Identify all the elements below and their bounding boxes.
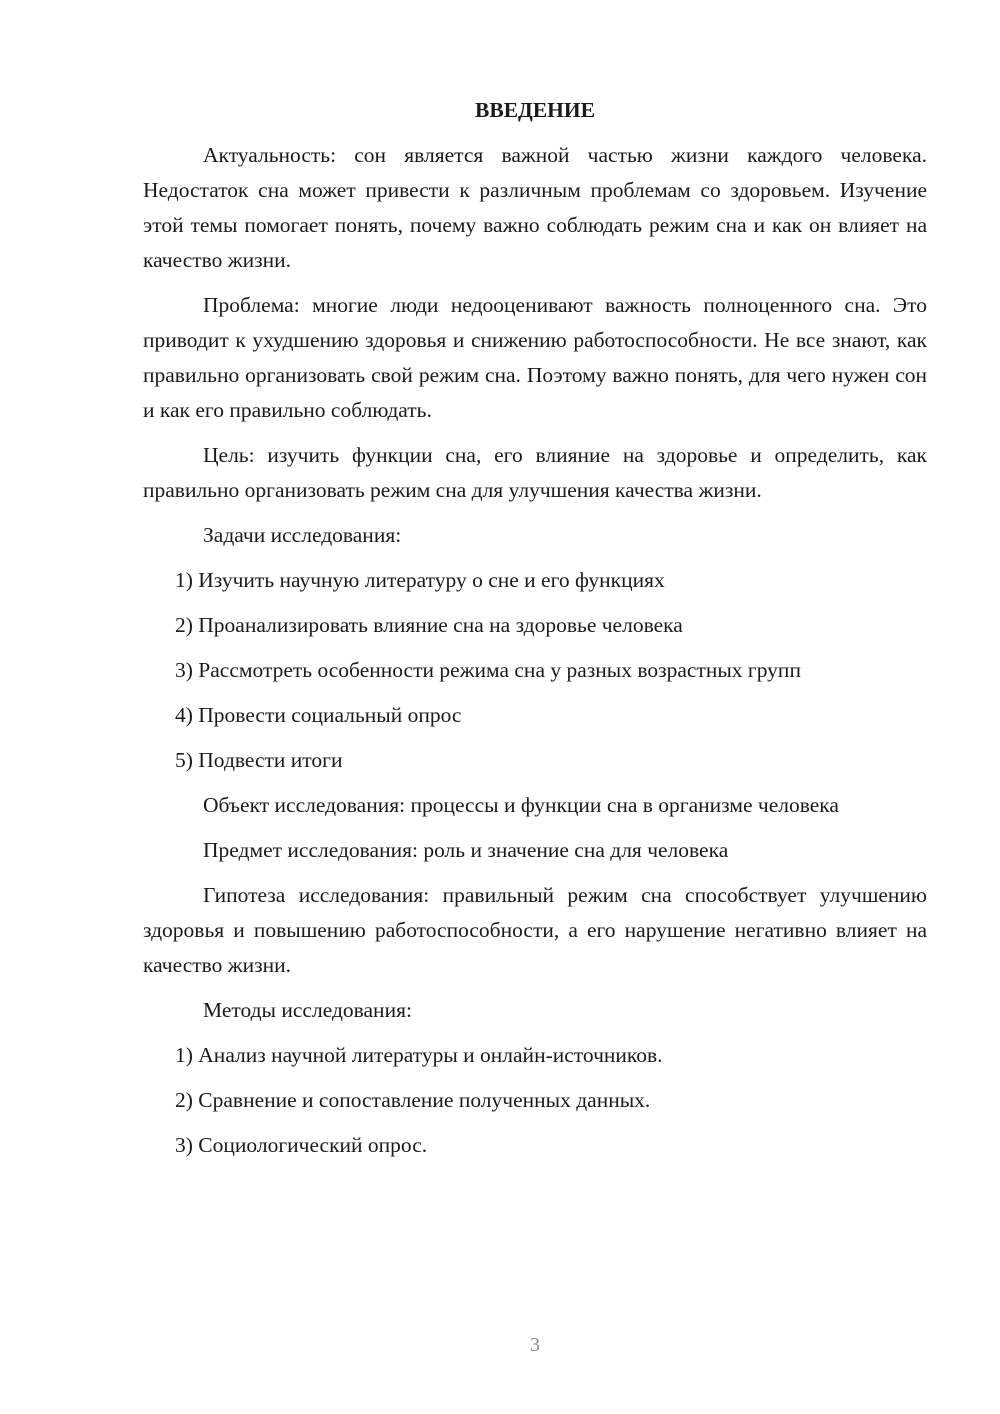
document-page xyxy=(143,93,927,1173)
tasks-heading: Задачи исследования: xyxy=(203,523,402,547)
task-item-4: 4) Провести социальный опрос xyxy=(175,703,462,727)
object-paragraph: Объект исследования: процессы и функции сна в организме человека xyxy=(203,793,839,817)
goal-paragraph: Цель: изучить функции сна, его влияние на здоровье и определить, как правильно организовать режим сна для улучшения качества жизни. xyxy=(143,443,927,502)
subject-paragraph: Предмет исследования: роль и значение сна для человека xyxy=(203,838,729,862)
method-item-3: 3) Социологический опрос. xyxy=(175,1133,428,1157)
page-number: 3 xyxy=(530,1334,540,1356)
methods-heading: Методы исследования: xyxy=(203,998,412,1022)
relevance-paragraph: Актуальность: сон является важной частью жизни каждого человека. Недостаток сна может привести к различным проблемам со здоровьем. Изучение этой темы помогает понять, почему важно соблюдать режим сна и как он влияет на качество жизни. xyxy=(143,143,927,272)
task-item-5: 5) Подвести итоги xyxy=(175,748,343,772)
problem-paragraph: Проблема: многие люди недооценивают важность полноценного сна. Это приводит к ухудшению здоровья и снижению работоспособности. Не все знают, как правильно организовать свой режим сна. Поэтому важно понять, для чего нужен сон и как его правильно соблюдать. xyxy=(143,293,927,422)
method-item-2: 2) Сравнение и сопоставление полученных данных. xyxy=(175,1088,651,1112)
task-item-2: 2) Проанализировать влияние сна на здоровье человека xyxy=(175,613,683,637)
method-item-1: 1) Анализ научной литературы и онлайн-источников. xyxy=(175,1043,663,1067)
task-item-1: 1) Изучить научную литературу о сне и его функциях xyxy=(175,568,665,592)
hypothesis-paragraph: Гипотеза исследования: правильный режим сна способствует улучшению здоровья и повышению работоспособности, а его нарушение негативно влияет на качество жизни. xyxy=(143,883,927,977)
section-title: ВВЕДЕНИЕ xyxy=(475,98,595,122)
task-item-3: 3) Рассмотреть особенности режима сна у разных возрастных групп xyxy=(175,658,801,682)
